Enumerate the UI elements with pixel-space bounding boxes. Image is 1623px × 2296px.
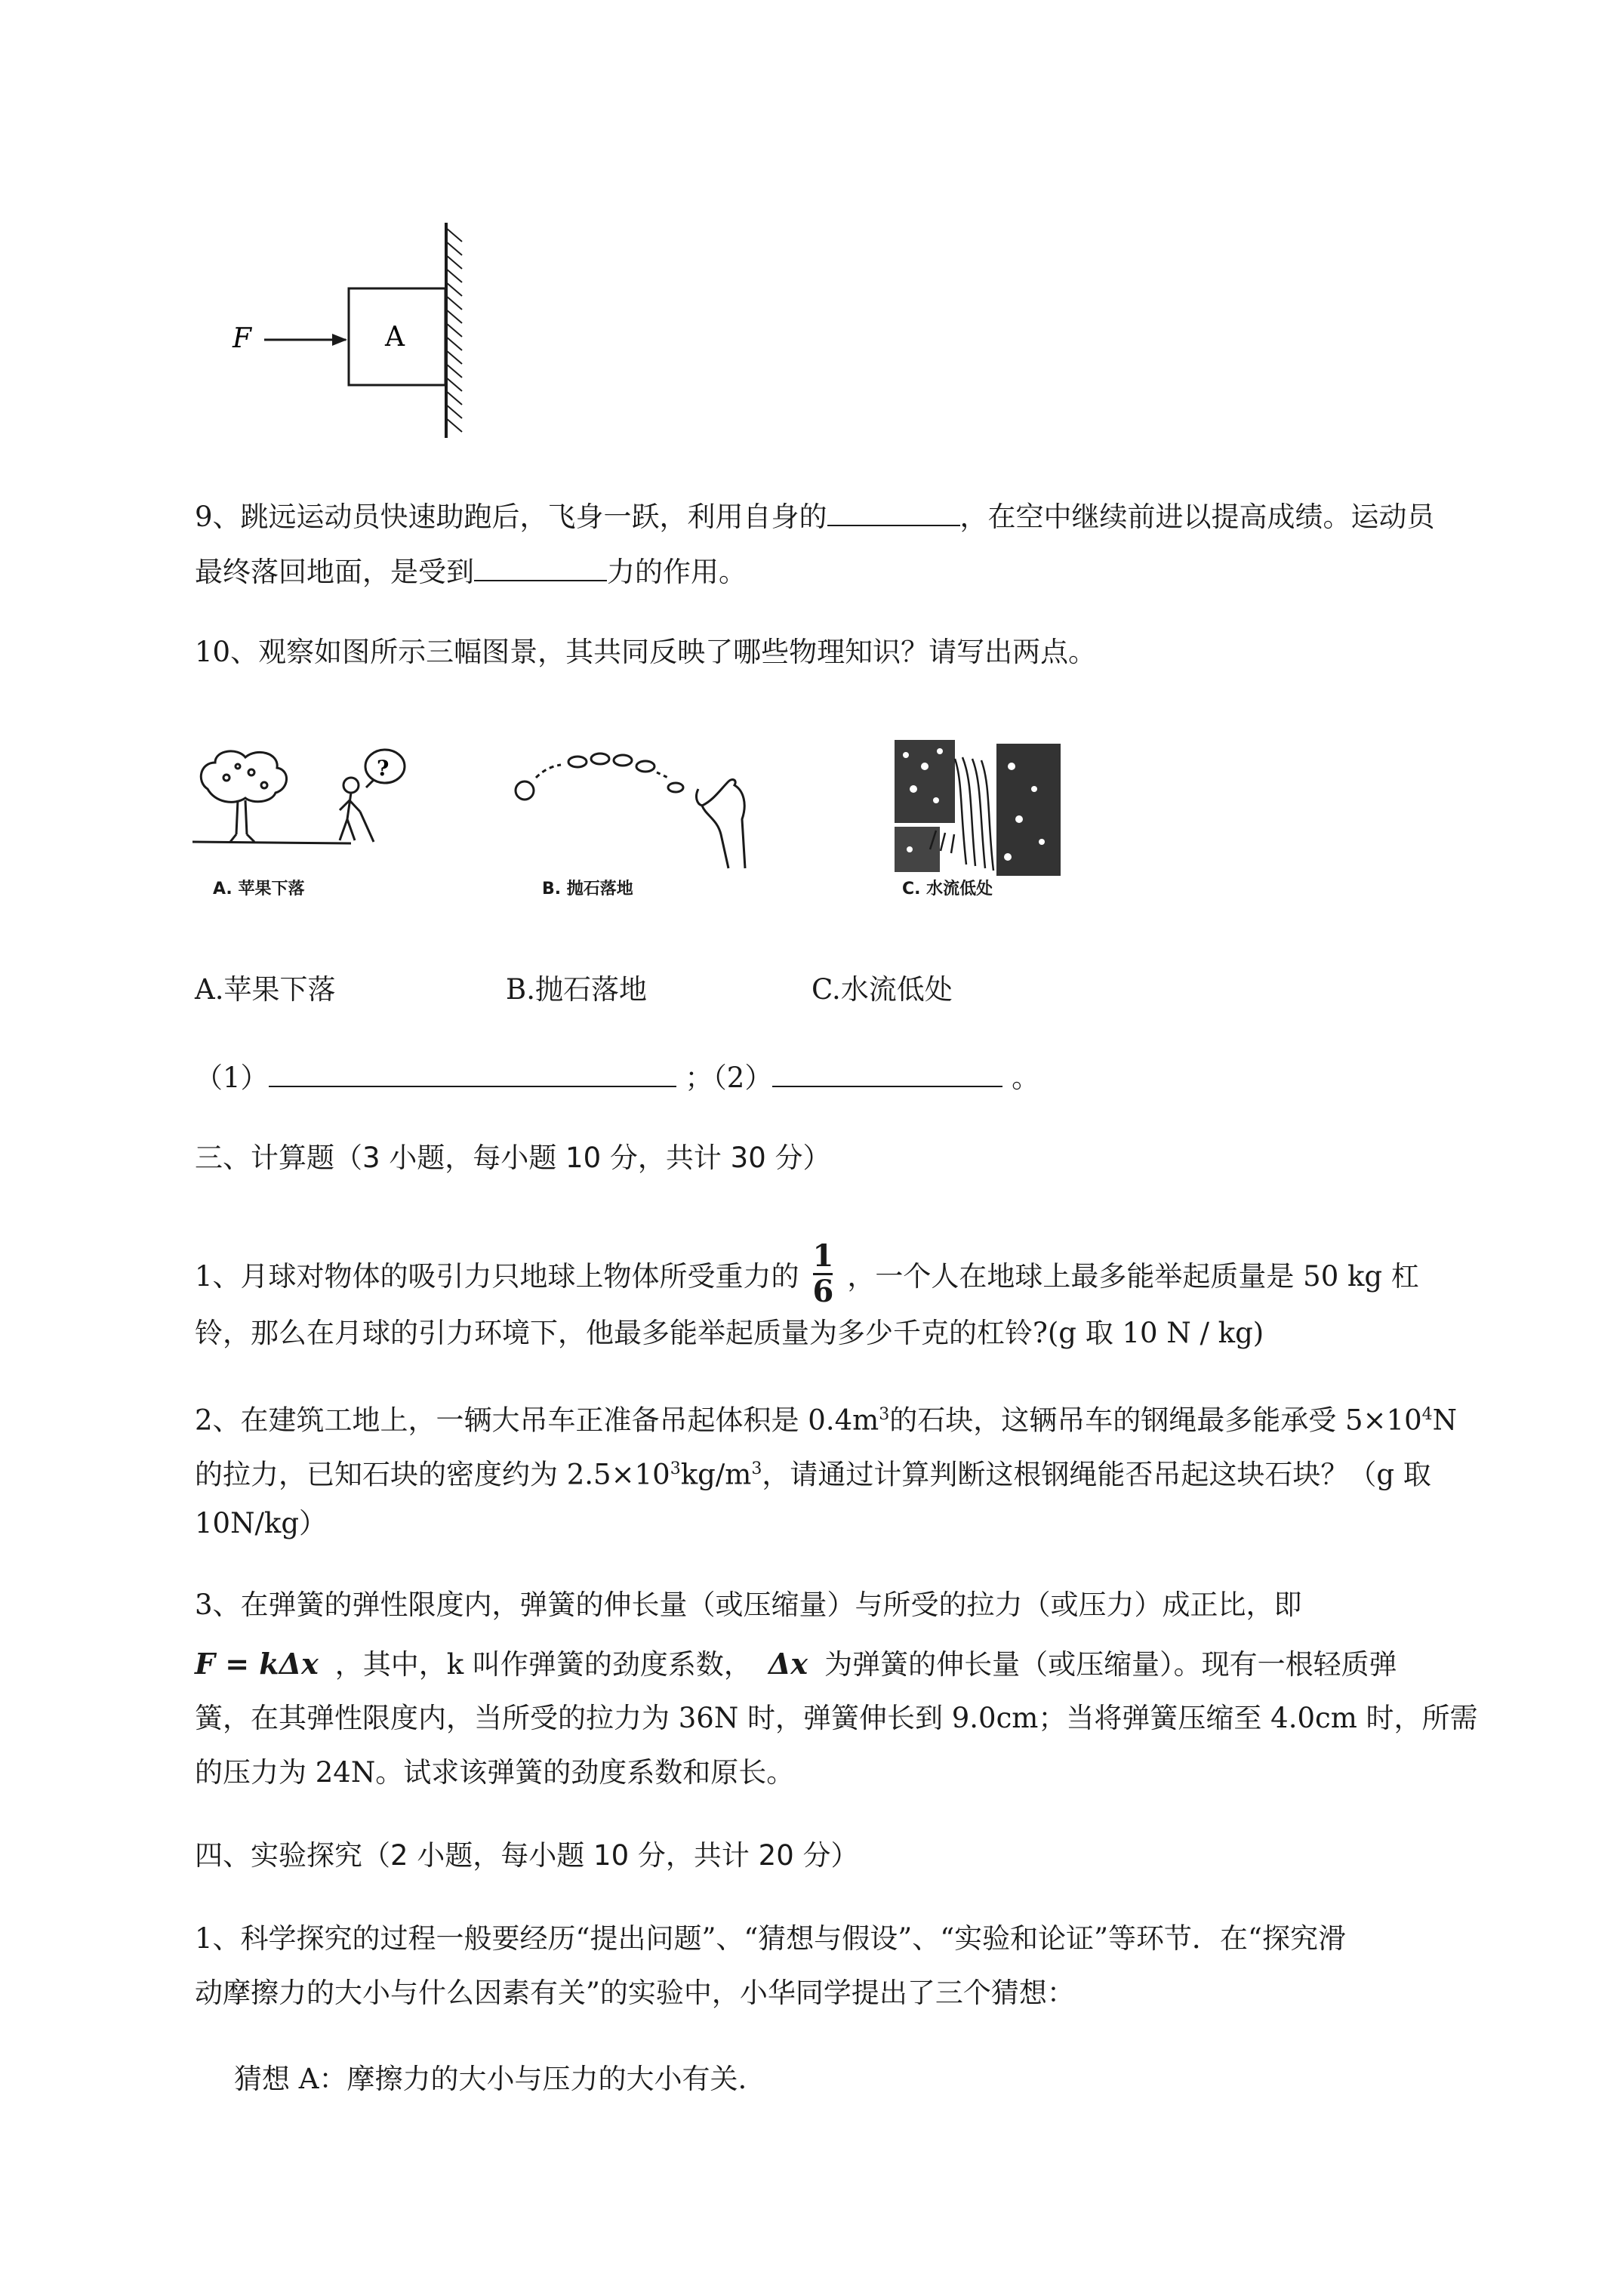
illustration-water-flow	[891, 736, 1064, 880]
s3-q3-line4: 的压力为 24N。试求该弹簧的劲度系数和原长。	[195, 1756, 795, 1789]
q9-line2: 最终落回地面，是受到 力的作用。	[195, 550, 747, 592]
s3-q1-line1: 1、月球对物体的吸引力只地球上物体所受重力的 $\frac{1}{6}$ ，一个人在地球上最多能举起质量是 50 kg 杠	[195, 1238, 1419, 1309]
q10-blank1[interactable]	[269, 1056, 676, 1087]
s3-q2-line1: 2、在建筑工地上，一辆大吊车正准备吊起体积是 $0.4m^3$的石块，这辆吊车的钢绳最多能承受 $5\times 10^4N$	[195, 1404, 1457, 1437]
illustration-apple-falling	[192, 744, 411, 857]
formula-hooke: F = kΔx	[195, 1647, 319, 1681]
block-label: A	[385, 322, 405, 353]
force-label: F	[233, 323, 251, 354]
illustration-stone-thrown	[502, 744, 766, 872]
caption-c: C. 水流低处	[902, 880, 993, 898]
force-diagram	[226, 219, 468, 445]
q10-option-a: A.苹果下落	[195, 973, 336, 1006]
apple-question-mark: ?	[377, 756, 390, 781]
q9-blank1[interactable]	[827, 495, 960, 526]
q10-text: 10、观察如图所示三幅图景，其共同反映了哪些物理知识？请写出两点。	[195, 636, 1097, 668]
caption-b: B. 抛石落地	[542, 880, 633, 898]
q10-answer-line: （1） ；（2） 。	[195, 1056, 1039, 1098]
q9-blank2[interactable]	[474, 550, 607, 581]
section4-title: 四、实验探究（2 小题，每小题 10 分，共计 20 分）	[195, 1839, 859, 1872]
q9-line1: 9、跳远运动员快速助跑后，飞身一跃，利用自身的 ，在空中继续前进以提高成绩。运动员	[195, 495, 1435, 537]
caption-a: A. 苹果下落	[213, 880, 305, 898]
q10-option-c: C.水流低处	[812, 973, 953, 1006]
q10-blank2[interactable]	[772, 1056, 1002, 1087]
s3-q3-line3: 簧，在其弹性限度内，当所受的拉力为 36N 时，弹簧伸长到 9.0cm；当将弹簧压缩至 4.0cm 时，所需	[195, 1702, 1478, 1734]
s3-q3-line2: F = kΔx ，其中，k 叫作弹簧的劲度系数， Δx 为弹簧的伸长量（或压缩量）。现有一根轻质弹	[195, 1647, 1397, 1681]
fraction-one-sixth: $\frac{1}{6}$	[812, 1238, 834, 1309]
s3-q3-line1: 3、在弹簧的弹性限度内，弹簧的伸长量（或压缩量）与所受的拉力（或压力）成正比，即	[195, 1589, 1302, 1621]
s3-q1-line2: 铃，那么在月球的引力环境下，他最多能举起质量为多少千克的杠铃?(g 取 10 N / kg)	[195, 1317, 1264, 1349]
s4-q1-line2: 动摩擦力的大小与什么因素有关”的实验中，小华同学提出了三个猜想：	[195, 1977, 1075, 2009]
q10-option-b: B.抛石落地	[506, 973, 647, 1006]
force-arrow-head	[332, 334, 347, 346]
s3-q2-line3: 10N/kg）	[195, 1507, 328, 1539]
delta-x: Δx	[768, 1647, 808, 1681]
section3-title: 三、计算题（3 小题，每小题 10 分，共计 30 分）	[195, 1142, 831, 1174]
s4-q1-guess-a: 猜想 A：摩擦力的大小与压力的大小有关.	[234, 2063, 747, 2095]
s4-q1-line1: 1、科学探究的过程一般要经历“提出问题”、“猜想与假设”、“实验和论证”等环节．在“探究滑	[195, 1922, 1346, 1955]
s3-q2-line2: 的拉力，已知石块的密度约为 $2.5\times 10^3kg/m^3$，请通过计算判断这根钢绳能否吊起这块石块？（g 取	[195, 1458, 1431, 1491]
wall-hatching	[446, 228, 462, 432]
